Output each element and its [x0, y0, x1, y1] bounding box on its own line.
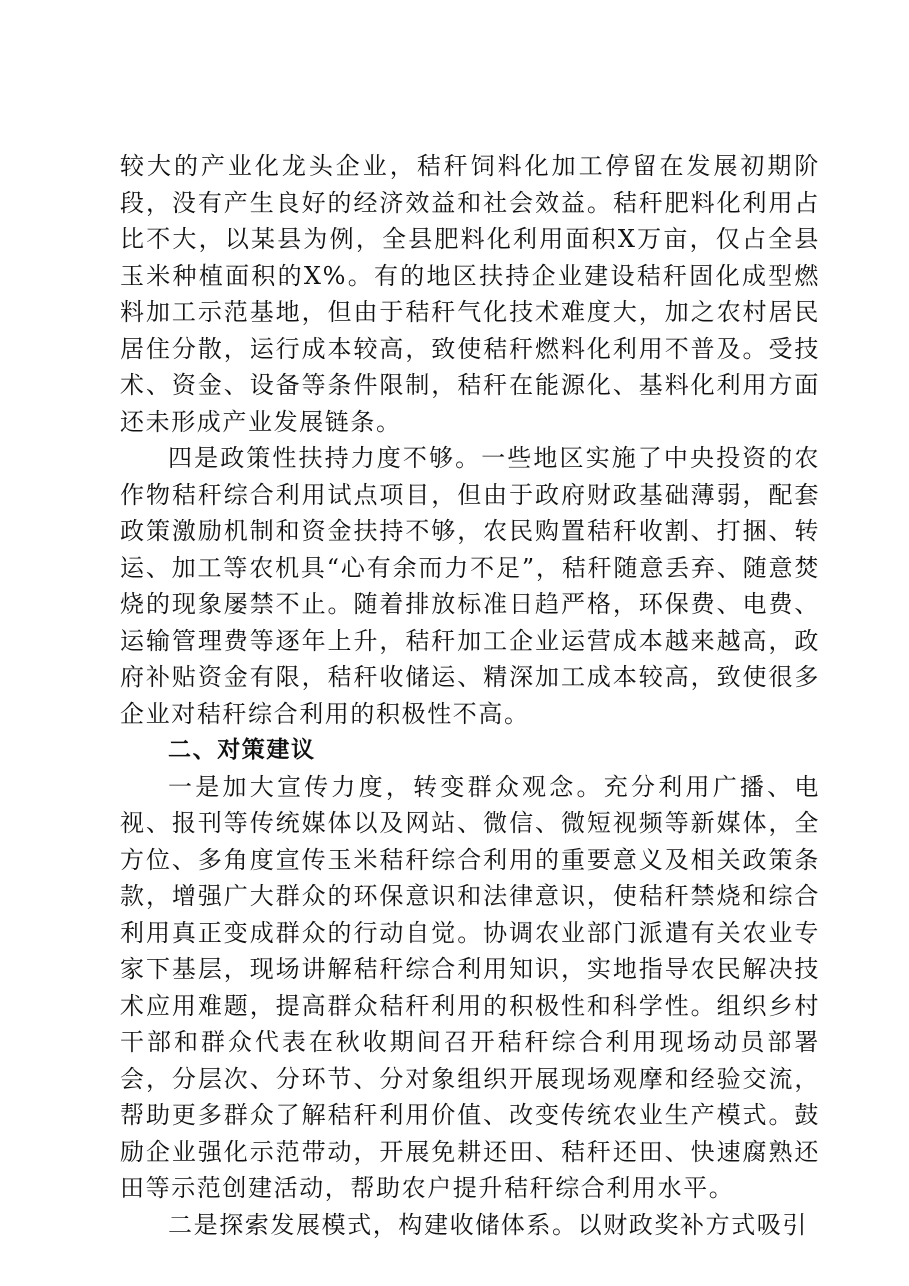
document-body [120, 148, 820, 1243]
paragraph-policy-support: 四是政策性扶持力度不够。一些地区实施了中央投资的农作物秸秆综合利用试点项目，但由于政府财政基础薄弱，配套政策激励机制和资金扶持不够，农民购置秸秆收割、打捆、转运、加工等农机具“心有余而力不足”，秸秆随意丢弃、随意焚烧的现象屡禁不止。随着排放标准日趋严格，环保费、电费、运输管理费等逐年上升，秸秆加工企业运营成本越来越高，政府补贴资金有限，秸秆收储运、精深加工成本较高，致使很多企业对秸秆综合利用的积极性不高。 [120, 444, 820, 728]
paragraph-development-model: 二是探索发展模式，构建收储体系。以财政奖补方式吸引 [168, 1210, 808, 1239]
section-heading-countermeasures: 二、对策建议 [168, 737, 316, 763]
paragraph-straw-utilization-status: 较大的产业化龙头企业，秸秆饲料化加工停留在发展初期阶段，没有产生良好的经济效益和社会效益。秸秆肥料化利用占比不大，以某县为例，全县肥料化利用面积X万亩，仅占全县玉米种植面积的X%。有的地区扶持企业建设秸秆固化成型燃料加工示范基地，但由于秸秆气化技术难度大，加之农村居民居住分散，运行成本较高，致使秸秆燃料化利用不普及。受技术、资金、设备等条件限制，秸秆在能源化、基料化利用方面还未形成产业发展链条。 [120, 152, 820, 436]
paragraph-publicity: 一是加大宣传力度，转变群众观念。充分利用广播、电视、报刊等传统媒体以及网站、微信、微短视频等新媒体，全方位、多角度宣传玉米秸秆综合利用的重要意义及相关政策条款，增强广大群众的环保意识和法律意识，使秸秆禁烧和综合利用真正变成群众的行动自觉。协调农业部门派遣有关农业专家下基层，现场讲解秸秆综合利用知识，实地指导农民解决技术应用难题，提高群众秸秆利用的积极性和科学性。组织乡村干部和群众代表在秋收期间召开秸秆综合利用现场动员部署会，分层次、分环节、分对象组织开展现场观摩和经验交流，帮助更多群众了解秸秆利用价值、改变传统农业生产模式。鼓励企业强化示范带动，开展免耕还田、秸秆还田、快速腐熟还田等示范创建活动，帮助农户提升秸秆综合利用水平。 [120, 772, 820, 1202]
